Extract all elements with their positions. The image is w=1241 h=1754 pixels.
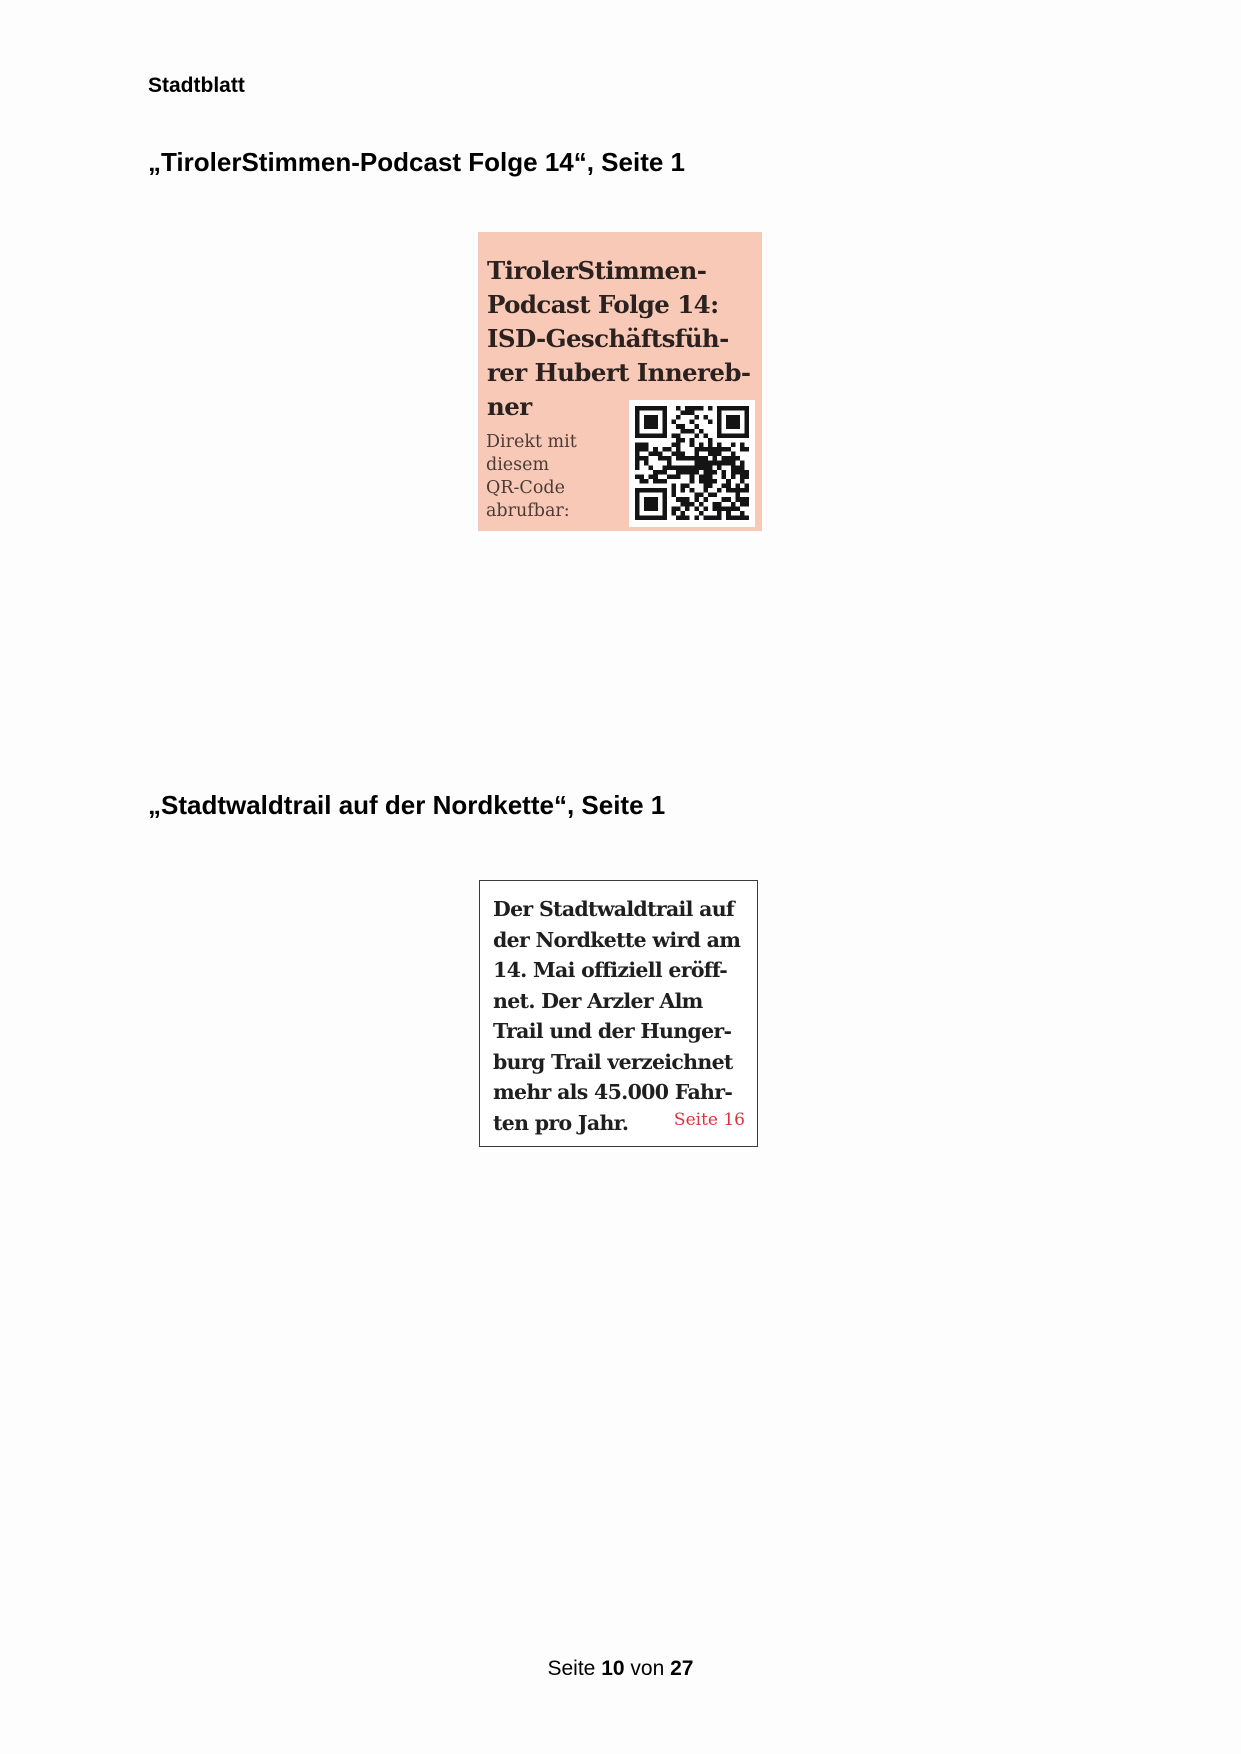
stadtwaldtrail-text: [493, 894, 740, 1138]
page-reference: Seite 16: [673, 1110, 745, 1130]
footer-total-pages: 27: [670, 1657, 694, 1680]
podcast-headline-line: ISD-Geschäftsfüh-: [487, 324, 729, 353]
podcast-subtext: [486, 431, 577, 523]
publication-name: Stadtblatt: [148, 74, 245, 97]
article-heading-podcast: „TirolerStimmen-Podcast Folge 14“, Seite 1: [148, 147, 686, 177]
article-heading-stadtwaldtrail: „Stadtwaldtrail auf der Nordkette“, Seite 1: [148, 790, 666, 820]
footer-prefix: Seite: [547, 1657, 596, 1680]
stadtwaldtrail-clipping: [479, 880, 758, 1147]
podcast-headline-line: ner: [487, 392, 532, 421]
podcast-headline-line: TirolerStimmen-: [487, 256, 707, 285]
podcast-headline-line: rer Hubert Innereb-: [487, 358, 751, 387]
podcast-subtext-line: abrufbar:: [486, 501, 570, 521]
podcast-headline: [487, 254, 762, 424]
qr-code-icon[interactable]: [629, 400, 755, 527]
stadtwaldtrail-text-line: 14. Mai offiziell eröff-: [493, 958, 728, 982]
podcast-headline-line: Podcast Folge 14:: [487, 290, 719, 319]
podcast-subtext-line: diesem: [486, 455, 550, 475]
stadtwaldtrail-text-line: der Nordkette wird am: [493, 927, 741, 952]
stadtwaldtrail-text-line: burg Trail verzeichnet: [493, 1049, 733, 1074]
podcast-subtext-line: Direkt mit: [486, 432, 577, 452]
stadtwaldtrail-text-line: Der Stadtwaldtrail auf: [493, 897, 735, 921]
footer-separator: von: [630, 1657, 665, 1680]
stadtwaldtrail-text-line: Trail und der Hunger-: [493, 1019, 732, 1043]
footer-current-page: 10: [601, 1657, 625, 1680]
stadtwaldtrail-text-line: net. Der Arzler Alm: [493, 988, 703, 1013]
podcast-clipping: [478, 232, 762, 531]
stadtwaldtrail-text-line: mehr als 45.000 Fahr-: [493, 1080, 733, 1104]
podcast-subtext-line: QR-Code: [486, 478, 565, 498]
page-footer: [0, 1657, 1241, 1681]
qr-code-graphic: [635, 406, 749, 520]
stadtwaldtrail-text-line: ten pro Jahr.: [493, 1110, 629, 1135]
